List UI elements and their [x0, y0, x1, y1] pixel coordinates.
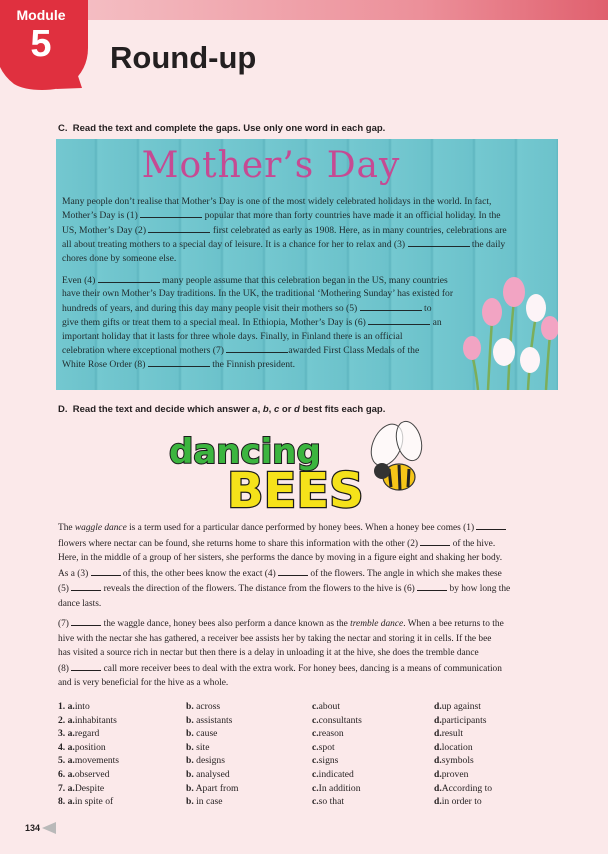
module-number: 5 [30, 23, 52, 65]
option-c[interactable]: consultants [318, 714, 362, 726]
option-c[interactable]: In addition [318, 782, 361, 794]
option-b[interactable]: Apart from [195, 782, 239, 794]
module-label: Module [16, 7, 66, 23]
option-row: 7. a.Despite b. Apart from c.In addition d.According to [58, 782, 493, 794]
gap-2[interactable] [420, 536, 450, 546]
option-b[interactable]: in case [196, 796, 223, 808]
gap-1[interactable] [140, 208, 202, 218]
gap-8[interactable] [148, 357, 210, 367]
tulips-image [458, 260, 558, 390]
option-b[interactable]: cause [196, 728, 218, 740]
option-d[interactable]: symbols [441, 755, 474, 767]
option-d[interactable]: participants [441, 714, 487, 726]
option-c[interactable]: reason [318, 728, 344, 740]
option-d[interactable]: proven [441, 768, 469, 780]
option-c[interactable]: spot [318, 741, 335, 753]
option-c[interactable]: so that [318, 796, 344, 808]
option-row: 3. a.regard b. cause c.reason d.result [58, 728, 464, 740]
mothers-day-paragraph-2: Even (4) many people assume that this celebration began in the US, many countries have their own Mother’s Day traditions. In the UK, the traditional ‘Mothering Sunday’ has existed for hundreds of years, and during this day many people visit their mothers so (5) to give them gifts or treat them to a special meal. In Ethiopia, Mother’s Day is (6) an important holiday that it lasts for three whole days. Finally, in Finland there is an official celebration where exceptional mothers (7) awarded First Class Medals of the White Rose Order (8) the Finnish president. [62, 275, 454, 371]
top-band [0, 0, 608, 20]
option-a[interactable]: Despite [74, 782, 105, 794]
section-c-instruction: C. Read the text and complete the gaps. Use only one word in each gap. [58, 123, 386, 134]
option-a[interactable]: inhabitants [74, 714, 117, 726]
bee-icon [365, 419, 426, 490]
gap-3[interactable] [408, 237, 470, 247]
gap-3[interactable] [91, 566, 121, 576]
option-b[interactable]: assistants [196, 714, 233, 726]
gap-6[interactable] [417, 581, 447, 591]
option-row: 2. a.inhabitants b. assistants c.consultants d.participants [58, 714, 487, 726]
gap-6[interactable] [368, 315, 430, 325]
gap-7[interactable] [71, 616, 101, 626]
option-d[interactable]: result [441, 728, 464, 740]
option-row: 8. a.in spite of b. in case c.so that d.in order to [58, 796, 482, 808]
mothers-day-panel [56, 139, 558, 390]
option-c[interactable]: about [318, 701, 340, 712]
gap-2[interactable] [148, 223, 210, 233]
gap-7[interactable] [226, 343, 288, 353]
page-title: Round-up [110, 40, 257, 75]
option-a[interactable]: position [74, 741, 106, 753]
mothers-day-paragraph-1: Many people don’t realise that Mother’s Day is one of the most widely celebrated holidays in the world. In fact, Mother’s Day is (1) popular that more than forty countries have made it an official holiday. In the US, Mother’s Day (2) first celebrated as early as 1908. Here, as in many countries, celebrations are all about treating mothers to a special day of leisure. It is a chance for her to relax and (3) the daily chores done by someone else. [62, 196, 507, 264]
option-a[interactable]: in spite of [74, 796, 114, 808]
option-b[interactable]: analysed [196, 768, 230, 780]
gap-4[interactable] [278, 566, 308, 576]
option-d[interactable]: location [441, 741, 473, 753]
option-row: 4. a.position b. site c.spot d.location [58, 741, 473, 753]
option-b[interactable]: site [196, 741, 210, 753]
option-a[interactable]: regard [74, 728, 100, 740]
option-a[interactable]: movements [74, 755, 120, 767]
option-d[interactable]: up against [441, 701, 481, 712]
option-b[interactable]: designs [196, 755, 225, 767]
page-arrow-icon [42, 822, 56, 834]
option-a[interactable]: into [74, 701, 90, 712]
section-d-instruction: D. Read the text and decide which answer a, b, c or d best fits each gap. [58, 404, 386, 415]
bees-paragraph-1: The waggle dance is a term used for a particular dance performed by honey bees. When a honey bee comes (1) flowers where nectar can be found, she returns home to share this information with the other (2) of the hive. Here, in the middle of a group of her sisters, she performs the dance by moving in a figure eight and shaking her body. As a (3) of this, the other bees know the exact (4) of the flowers. The angle in which she makes these (5) reveals the direction of the flowers. The distance from the flowers to the hive is (6) by how long the dance lasts. [58, 520, 550, 612]
option-a[interactable]: observed [74, 768, 110, 780]
option-d[interactable]: in order to [441, 796, 482, 808]
gap-5[interactable] [71, 581, 101, 591]
bees-paragraph-2: (7) the waggle dance, honey bees also perform a dance known as the tremble dance. When a bee returns to the hive with the nectar she has gathered, a receiver bee assists her by taking the nectar and storing it in cells. If the bee has visited a source rich in nectar but then there is a delay in unloading it at the hive, she does the tremble dance (8) call more receiver bees to deal with the extra work. For honey bees, dancing is a means of communication and is very beneficial for the hive as a whole. [58, 616, 550, 691]
option-d[interactable]: According to [441, 782, 493, 794]
dancing-bees-logo [165, 415, 435, 510]
logo-word-bees: BEES [227, 463, 364, 510]
option-row: 1. a.into b. across c.about d.up against [58, 701, 481, 712]
option-b[interactable]: across [196, 701, 221, 712]
answer-options [58, 700, 558, 809]
gap-4[interactable] [98, 273, 160, 283]
mothers-day-title: Mother’s Day [141, 145, 401, 186]
option-c[interactable]: indicated [318, 768, 354, 780]
gap-5[interactable] [360, 301, 422, 311]
page-number: 134 [25, 823, 41, 833]
option-row: 6. a.observed b. analysed c.indicated d.proven [58, 768, 469, 780]
gap-1[interactable] [476, 520, 506, 530]
option-row: 5. a.movements b. designs c.signs d.symbols [58, 755, 474, 767]
logo-word-dancing: dancing [169, 432, 321, 472]
option-c[interactable]: signs [318, 755, 339, 767]
gap-8[interactable] [71, 661, 101, 671]
